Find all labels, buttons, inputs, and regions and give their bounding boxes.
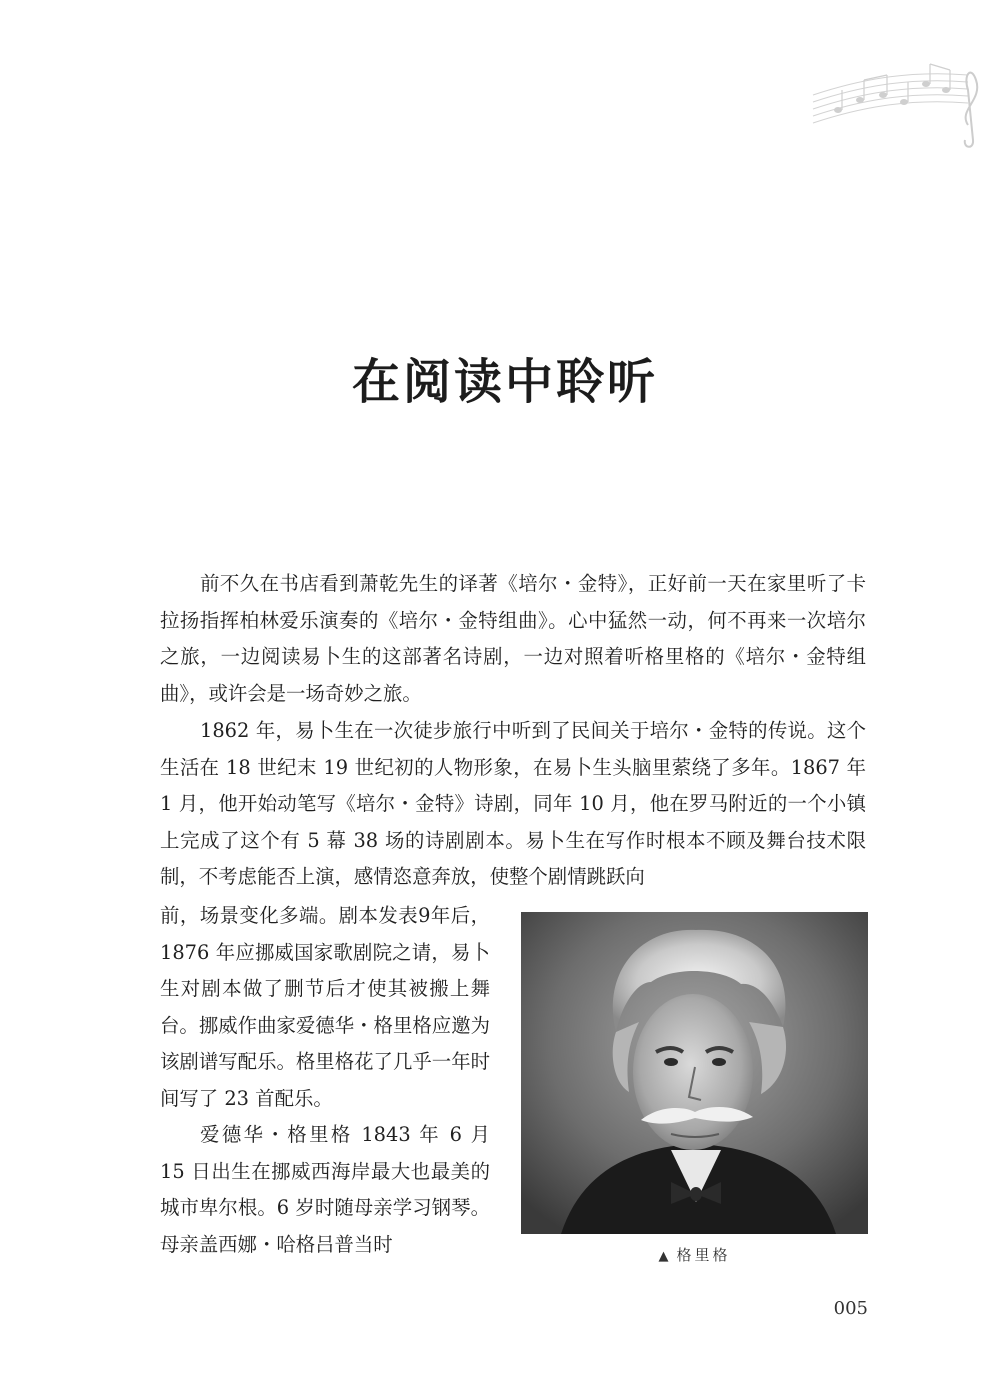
figure-caption	[521, 1244, 868, 1268]
triangle-marker-icon: ▲	[658, 1249, 669, 1264]
portrait-illustration	[521, 912, 868, 1234]
paragraph-1: 前不久在书店看到萧乾先生的译著《培尔・金特》，正好前一天在家里听了卡拉扬指挥柏林爱乐演奏的《培尔・金特组曲》。心中猛然一动，何不再来一次培尔之旅，一边阅读易卜生的这部著名诗剧，一边对照着听格里格的《培尔・金特组曲》，或许会是一场奇妙之旅。	[160, 572, 866, 705]
paragraph-2: 1862 年，易卜生在一次徒步旅行中听到了民间关于培尔・金特的传说。这个生活在 18 世纪末 19 世纪初的人物形象，在易卜生头脑里萦绕了多年。1867 年 1 月，他开始动笔写《培尔・金特》诗剧，同年 10 月，他在罗马附近的一个小镇上完成了这个有 5 幕 38 场的诗剧剧本。易卜生在写作时根本不顾及舞台技术限制，不考虑能否上演，感情恣意奔放，使整个剧情跳跃向	[160, 719, 866, 889]
music-notes-decoration	[808, 40, 993, 160]
chapter-title: 在阅读中聆听	[351, 354, 658, 410]
paragraph-4: 爱德华・格里格 1843 年 6 月 15 日出生在挪威西海岸最大也最美的城市卑尔根。6 岁时随母亲学习钢琴。母亲盖西娜・哈格吕普当时	[160, 1123, 490, 1256]
paragraph-3: 前，场景变化多端。剧本发表9年后，1876 年应挪威国家歌剧院之请，易卜生对剧本做了删节后才使其被搬上舞台。挪威作曲家爱德华・格里格应邀为该剧谱写配乐。格里格花了几乎一年时间写了 23 首配乐。	[160, 904, 490, 1110]
caption-text: 格里格	[676, 1246, 731, 1264]
portrait-photo	[521, 912, 868, 1234]
page-number: 005	[833, 1298, 868, 1319]
